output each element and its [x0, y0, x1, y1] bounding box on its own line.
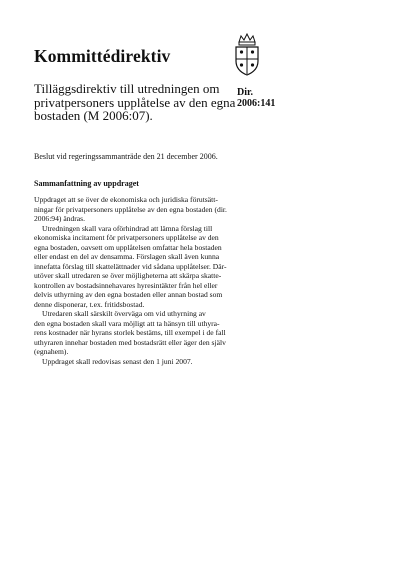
text-line: 2006:94) ändras.: [34, 214, 86, 223]
text-line: ekonomiska incitament för privatpersoners upplåtelse av den: [34, 233, 219, 242]
paragraph: [34, 195, 234, 224]
paragraph: [34, 357, 234, 367]
body-text: [34, 195, 234, 366]
text-line: utöver skall utredaren se över möjligheterna att skärpa skatte-: [34, 271, 222, 280]
text-line: Uppdraget skall redovisas senast den 1 juni 2007.: [42, 356, 193, 366]
decision-date: Beslut vid regeringssammanträde den 21 december 2006.: [34, 152, 218, 161]
text-line: den egna bostaden skall vara möjligt att ta hänsyn till uthyra-: [34, 318, 220, 328]
text-line: rens kostnader när hyrans storlek bestäms, till exempel i de fall: [34, 328, 226, 337]
directive-number: 2006:141: [237, 98, 276, 109]
paragraph: [34, 309, 234, 357]
text-line: ningar för privatpersoners upplåtelse av den egna bostaden (dir.: [34, 204, 227, 214]
section-heading: Sammanfattning av uppdraget: [34, 179, 139, 188]
text-line: egna bostaden, oavsett om upplåtelsen omfattar hela bostaden: [34, 242, 222, 252]
directive-reference: [237, 87, 275, 109]
text-line: (egnahem).: [34, 347, 69, 356]
document-subtitle: [34, 82, 234, 123]
paragraph: [34, 224, 234, 310]
directive-label: Dir.: [237, 87, 254, 98]
text-line: delvis uthyrning av den egna bostaden eller annan bostad som: [34, 290, 223, 299]
text-line: uthyraren innehar bostaden med bostadsrätt eller äger den själv: [34, 337, 226, 347]
text-line: denne disponerar, t.ex. fritidsbostad.: [34, 299, 145, 309]
text-line: Utredningen skall vara oförhindrad att lämna förslag till: [42, 223, 213, 233]
coat-of-arms-icon: [232, 33, 262, 77]
text-line: Utredaren skall särskilt överväga om vid uthyrning av: [42, 309, 206, 318]
text-line: Uppdraget att se över de ekonomiska och juridiska förutsätt-: [34, 195, 218, 204]
subtitle-line: bostaden (M 2006:07).: [34, 108, 153, 123]
subtitle-line: Tilläggsdirektiv till utredningen om: [34, 81, 220, 96]
document-title: Kommittédirektiv: [34, 46, 171, 66]
text-line: kontrollen av bostadsinnehavares hyresintäkter från hel eller: [34, 280, 218, 290]
text-line: innefatta förslag till skattelättnader vid sådana upplåtelser. Där-: [34, 261, 227, 271]
subtitle-line: privatpersoners upplåtelse av den egna: [34, 94, 236, 110]
text-line: eller endast en del av densamma. Förslagen skall även kunna: [34, 252, 220, 261]
